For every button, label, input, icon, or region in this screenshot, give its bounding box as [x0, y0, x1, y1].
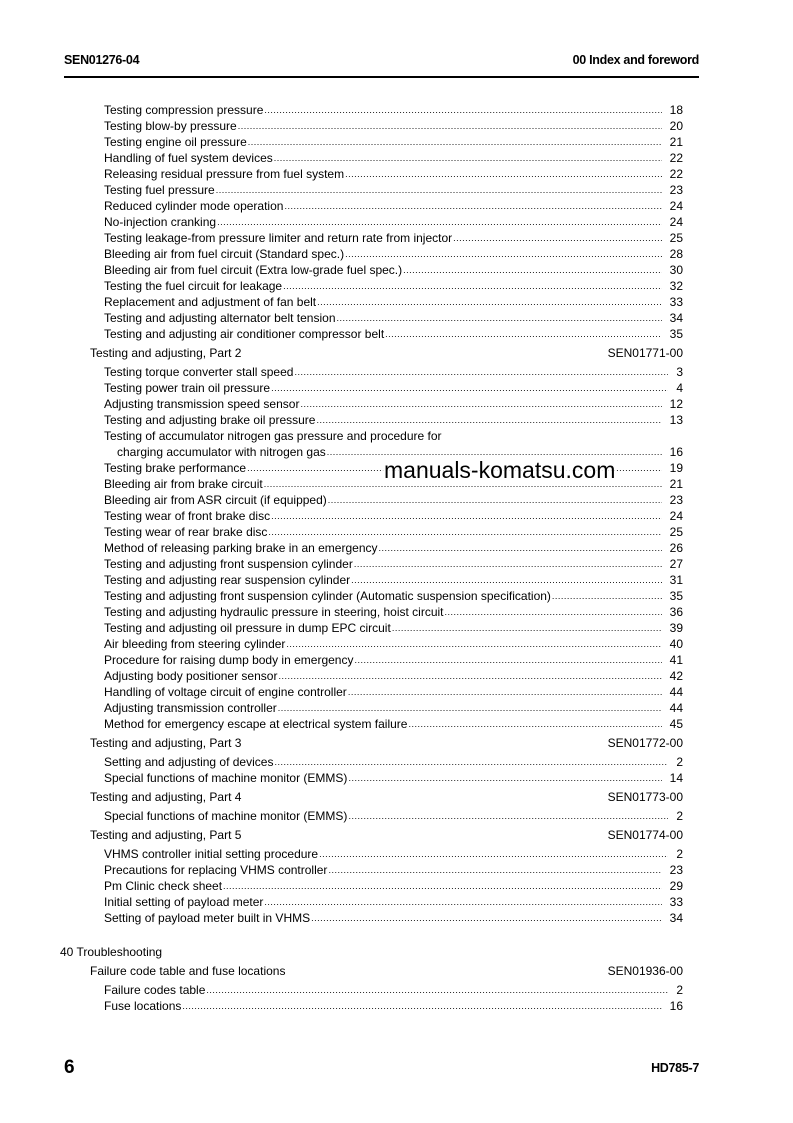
toc-entry-page: 31	[669, 573, 683, 587]
dot-leader	[408, 716, 661, 732]
toc-section-title: Testing and adjusting, Part 5	[90, 828, 242, 842]
toc-entry[interactable]	[90, 380, 683, 396]
dot-leader	[392, 620, 662, 636]
toc-entry[interactable]	[90, 668, 683, 684]
toc-entry-page: 19	[669, 461, 683, 475]
dot-leader	[278, 700, 662, 716]
table-of-contents	[60, 102, 683, 1014]
dot-leader	[328, 492, 662, 508]
toc-entry-page: 3	[676, 365, 683, 379]
toc-entry-title: Testing and adjusting air conditioner compressor belt	[104, 327, 385, 341]
toc-entry[interactable]	[90, 572, 683, 588]
dot-leader	[403, 262, 662, 278]
toc-entry-page: 23	[669, 493, 683, 507]
toc-entry-page: 35	[669, 589, 683, 603]
dot-leader	[348, 808, 668, 824]
toc-entry-title: Testing and adjusting front suspension cylinder (Automatic suspension specification)	[104, 589, 551, 603]
dot-leader	[238, 118, 662, 134]
dot-leader	[337, 310, 662, 326]
toc-entry-title: Special functions of machine monitor (EMMS)	[104, 809, 348, 823]
toc-entry-page: 2	[676, 755, 683, 769]
model-name: HD785-7	[651, 1061, 699, 1075]
dot-leader	[217, 214, 662, 230]
toc-entry-page: 18	[669, 103, 683, 117]
toc-entry-title: Fuse locations	[104, 999, 182, 1013]
toc-section-code: SEN01936-00	[607, 964, 683, 978]
toc-entry-title: Adjusting transmission speed sensor	[104, 397, 300, 411]
toc-entry[interactable]	[90, 326, 683, 342]
toc-entry-title: Precautions for replacing VHMS controller	[104, 863, 328, 877]
toc-entry[interactable]	[90, 412, 683, 428]
toc-section-code: SEN01773-00	[607, 790, 683, 804]
toc-entry[interactable]	[90, 150, 683, 166]
toc-entry[interactable]	[90, 134, 683, 150]
toc-entry-page: 41	[669, 653, 683, 667]
toc-entry-page: 30	[669, 263, 683, 277]
watermark: manuals-komatsu.com	[384, 457, 616, 483]
toc-section-title: Failure code table and fuse locations	[90, 964, 286, 978]
toc-entry[interactable]	[90, 604, 683, 620]
toc-entry-page: 45	[669, 717, 683, 731]
toc-chapter-title: 40 Troubleshooting	[60, 945, 163, 959]
toc-entry[interactable]	[90, 246, 683, 262]
page-number: 6	[64, 1057, 75, 1078]
toc-entry[interactable]	[90, 396, 683, 412]
toc-entry-title: Failure codes table	[104, 983, 206, 997]
toc-entry-page: 25	[669, 525, 683, 539]
toc-entry-title: Testing compression pressure	[104, 103, 264, 117]
toc-entry[interactable]	[90, 808, 683, 824]
dot-leader	[345, 246, 662, 262]
dot-leader	[300, 396, 661, 412]
toc-entry-title: Testing and adjusting rear suspension cylinder	[104, 573, 351, 587]
dot-leader	[385, 326, 661, 342]
toc-entry-page: 34	[669, 311, 683, 325]
toc-section[interactable]	[90, 789, 683, 805]
toc-entry-title: VHMS controller initial setting procedure	[104, 847, 319, 861]
toc-entry[interactable]	[90, 182, 683, 198]
toc-section-code: SEN01771-00	[607, 346, 683, 360]
dot-leader	[271, 380, 668, 396]
toc-entry[interactable]	[90, 754, 683, 770]
toc-entry-page: 24	[669, 199, 683, 213]
dot-leader	[316, 412, 661, 428]
toc-entry[interactable]	[90, 684, 683, 700]
toc-entry[interactable]	[90, 588, 683, 604]
toc-entry[interactable]	[90, 700, 683, 716]
dot-leader	[319, 846, 668, 862]
toc-entry-page: 4	[676, 381, 683, 395]
toc-entry-page: 23	[669, 183, 683, 197]
toc-chapter	[60, 944, 683, 960]
dot-leader	[286, 636, 661, 652]
dot-leader	[264, 102, 661, 118]
toc-entry-page: 28	[669, 247, 683, 261]
toc-entry-page: 29	[669, 879, 683, 893]
toc-entry[interactable]	[90, 982, 683, 998]
toc-section-title: Testing and adjusting, Part 4	[90, 790, 242, 804]
toc-entry[interactable]	[90, 278, 683, 294]
toc-entry-title: Adjusting body positioner sensor	[104, 669, 278, 683]
dot-leader	[216, 182, 662, 198]
toc-entry-title: Setting and adjusting of devices	[104, 755, 274, 769]
section-title: 00 Index and foreword	[572, 53, 699, 67]
toc-entry[interactable]	[90, 910, 683, 926]
toc-entry-page: 35	[669, 327, 683, 341]
toc-entry-title: Air bleeding from steering cylinder	[104, 637, 286, 651]
toc-entry-page: 34	[669, 911, 683, 925]
toc-entry-page: 21	[669, 135, 683, 149]
toc-entry-title: Testing engine oil pressure	[104, 135, 247, 149]
dot-leader	[354, 652, 661, 668]
toc-entry-title: No-injection cranking	[104, 215, 217, 229]
toc-entry[interactable]	[90, 118, 683, 134]
toc-entry-title: Testing and adjusting alternator belt tension	[104, 311, 336, 325]
toc-entry-page: 44	[669, 701, 683, 715]
toc-entry-page: 2	[676, 983, 683, 997]
dot-leader	[223, 878, 662, 894]
toc-entry-title: Bleeding air from fuel circuit (Standard spec.)	[104, 247, 345, 261]
dot-leader	[445, 604, 662, 620]
toc-entry-page: 16	[669, 445, 683, 459]
toc-entry[interactable]	[90, 262, 683, 278]
toc-section[interactable]	[90, 827, 683, 843]
toc-entry-page: 33	[669, 295, 683, 309]
toc-entry-line	[90, 428, 683, 444]
dot-leader	[294, 364, 668, 380]
toc-entry[interactable]	[90, 540, 683, 556]
toc-entry-title: Testing power train oil pressure	[104, 381, 271, 395]
dot-leader	[311, 910, 662, 926]
dot-leader	[317, 294, 662, 310]
toc-section-title: Testing and adjusting, Part 3	[90, 736, 242, 750]
toc-entry[interactable]	[90, 102, 683, 118]
dot-leader	[268, 524, 661, 540]
toc-entry-page: 33	[669, 895, 683, 909]
toc-entry-page: 22	[669, 151, 683, 165]
dot-leader	[264, 894, 661, 910]
toc-entry-page: 12	[669, 397, 683, 411]
toc-entry[interactable]	[90, 770, 683, 786]
toc-entry[interactable]	[90, 556, 683, 572]
toc-entry[interactable]	[90, 166, 683, 182]
toc-entry[interactable]	[90, 492, 683, 508]
toc-entry[interactable]	[90, 894, 683, 910]
toc-entry-title: Testing wear of rear brake disc	[104, 525, 268, 539]
toc-section[interactable]	[90, 963, 683, 979]
toc-section-code: SEN01772-00	[607, 736, 683, 750]
toc-entry-page: 25	[669, 231, 683, 245]
toc-entry[interactable]	[90, 198, 683, 214]
toc-entry-title: Replacement and adjustment of fan belt	[104, 295, 317, 309]
toc-entry-title: Releasing residual pressure from fuel system	[104, 167, 345, 181]
toc-entry-page: 36	[669, 605, 683, 619]
toc-entry-title: Procedure for raising dump body in emergency	[104, 653, 354, 667]
toc-entry[interactable]	[90, 846, 683, 862]
toc-entry-title: Reduced cylinder mode operation	[104, 199, 284, 213]
toc-entry-title: Testing blow-by pressure	[104, 119, 237, 133]
toc-section[interactable]	[90, 345, 683, 361]
toc-entry[interactable]	[90, 364, 683, 380]
toc-entry-title: Testing and adjusting hydraulic pressure in steering, hoist circuit	[104, 605, 444, 619]
toc-entry-title: Testing torque converter stall speed	[104, 365, 294, 379]
toc-entry-page: 26	[669, 541, 683, 555]
dot-leader	[379, 540, 662, 556]
dot-leader	[182, 998, 661, 1014]
toc-entry[interactable]	[90, 716, 683, 732]
toc-entry[interactable]	[90, 862, 683, 878]
toc-entry-title: Testing and adjusting front suspension cylinder	[104, 557, 353, 571]
toc-entry-page: 2	[676, 809, 683, 823]
dot-leader	[278, 668, 661, 684]
toc-entry-page: 21	[669, 477, 683, 491]
toc-entry-page: 20	[669, 119, 683, 133]
dot-leader	[274, 150, 662, 166]
dot-leader	[345, 166, 662, 182]
toc-entry-title: Bleeding air from fuel circuit (Extra low-grade fuel spec.)	[104, 263, 403, 277]
toc-entry[interactable]	[90, 508, 683, 524]
toc-entry-page: 39	[669, 621, 683, 635]
toc-entry[interactable]	[90, 310, 683, 326]
toc-entry-page: 2	[676, 847, 683, 861]
dot-leader	[206, 982, 668, 998]
toc-entry-title: Handling of voltage circuit of engine controller	[104, 685, 347, 699]
toc-entry[interactable]	[90, 636, 683, 652]
toc-entry-page: 42	[669, 669, 683, 683]
toc-entry[interactable]	[90, 214, 683, 230]
toc-entry-title: Initial setting of payload meter	[104, 895, 264, 909]
toc-entry-title: Testing and adjusting brake oil pressure	[104, 413, 316, 427]
toc-entry-page: 23	[669, 863, 683, 877]
toc-entry-page: 32	[669, 279, 683, 293]
toc-entry-title: Testing fuel pressure	[104, 183, 215, 197]
dot-leader	[328, 862, 661, 878]
dot-leader	[271, 508, 662, 524]
toc-entry-title: Method for emergency escape at electrical system failure	[104, 717, 408, 731]
toc-entry-title: Setting of payload meter built in VHMS	[104, 911, 311, 925]
toc-entry-title: Adjusting transmission controller	[104, 701, 277, 715]
toc-section-title: Testing and adjusting, Part 2	[90, 346, 242, 360]
toc-entry-title: Method of releasing parking brake in an emergency	[104, 541, 378, 555]
toc-entry-title: Special functions of machine monitor (EMMS)	[104, 771, 348, 785]
dot-leader	[274, 754, 668, 770]
toc-entry-title: Testing wear of front brake disc	[104, 509, 271, 523]
toc-entry-title: Testing the fuel circuit for leakage	[104, 279, 283, 293]
toc-entry-page: 24	[669, 215, 683, 229]
toc-section[interactable]	[90, 735, 683, 751]
toc-entry-title: Handling of fuel system devices	[104, 151, 273, 165]
toc-entry[interactable]	[90, 878, 683, 894]
toc-entry-title: Testing of accumulator nitrogen gas pressure and procedure for	[104, 429, 442, 443]
header-divider	[64, 76, 699, 78]
toc-entry-page: 40	[669, 637, 683, 651]
toc-entry-page: 44	[669, 685, 683, 699]
dot-leader	[552, 588, 662, 604]
toc-entry-page: 24	[669, 509, 683, 523]
dot-leader	[348, 770, 661, 786]
dot-leader	[283, 278, 662, 294]
toc-section-code: SEN01774-00	[607, 828, 683, 842]
dot-leader	[248, 134, 662, 150]
toc-entry-title: Testing and adjusting oil pressure in dump EPC circuit	[104, 621, 391, 635]
toc-entry-title: Pm Clinic check sheet	[104, 879, 223, 893]
dot-leader	[351, 572, 661, 588]
toc-entry-page: 27	[669, 557, 683, 571]
toc-entry[interactable]	[90, 998, 683, 1014]
toc-entry-page: 14	[669, 771, 683, 785]
toc-entry-title: Bleeding air from brake circuit	[104, 477, 263, 491]
dot-leader	[354, 556, 662, 572]
toc-entry[interactable]	[90, 524, 683, 540]
toc-entry-page: 13	[669, 413, 683, 427]
toc-entry-title: Testing brake performance	[104, 461, 247, 475]
dot-leader	[348, 684, 662, 700]
dot-leader	[453, 230, 662, 246]
toc-entry[interactable]	[90, 294, 683, 310]
toc-entry-page: 16	[669, 999, 683, 1013]
toc-entry-page: 22	[669, 167, 683, 181]
toc-entry-title: charging accumulator with nitrogen gas	[117, 445, 326, 459]
toc-entry-title: Bleeding air from ASR circuit (if equipped)	[104, 493, 327, 507]
toc-entry-title: Testing leakage-from pressure limiter and return rate from injector	[104, 231, 453, 245]
toc-entry[interactable]	[90, 620, 683, 636]
toc-entry[interactable]	[90, 652, 683, 668]
toc-entry[interactable]	[90, 230, 683, 246]
dot-leader	[284, 198, 661, 214]
document-id: SEN01276-04	[64, 53, 140, 67]
